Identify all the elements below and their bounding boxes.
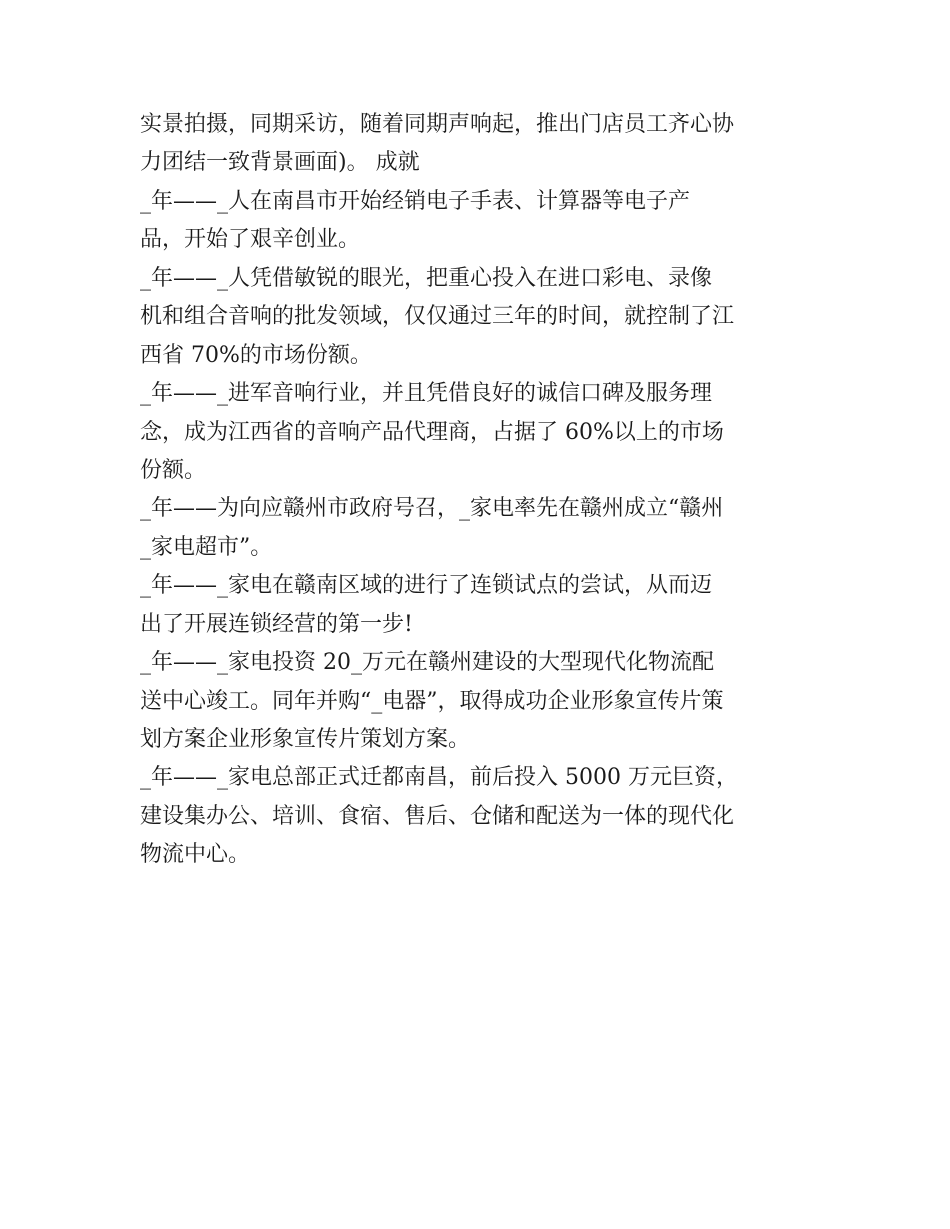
text-line: 力团结一致背景画面)。 成就 [140,150,420,176]
text-line: _年——为向应赣州市政府号召，_家电率先在赣州成立“赣州 [140,496,724,522]
text-line: _年——_人在南昌市开始经销电子手表、计算器等电子产 [140,188,691,214]
text-line: _年——_家电在赣南区域的进行了连锁试点的尝试，从而迈 [140,573,713,599]
text-line: 品，开始了艰辛创业。 [140,227,361,253]
text-line: 出了开展连锁经营的第一步! [140,611,413,637]
body-text [140,106,820,875]
text-line: 送中心竣工。同年并购“_电器”，取得成功企业形象宣传片策 [140,688,724,714]
text-line: _年——_进军音响行业，并且凭借良好的诚信口碑及服务理 [140,381,713,407]
text-line: 建设集办公、培训、食宿、售后、仓储和配送为一体的现代化 [140,803,735,829]
text-line: _年——_家电总部正式迁都南昌，前后投入 5000 万元巨资， [140,765,738,791]
text-line: 物流中心。 [140,842,251,868]
text-line: 实景拍摄，同期采访，随着同期声响起，推出门店员工齐心协 [140,112,735,137]
text-line: _年——_人凭借敏锐的眼光，把重心投入在进口彩电、录像 [140,265,713,291]
text-line: 划方案企业形象宣传片策划方案。 [140,727,471,752]
text-line: 念，成为江西省的音响产品代理商，占据了 60%以上的市场 [140,419,724,445]
text-line: 份额。 [140,457,207,483]
text-line: 西省 70%的市场份额。 [140,342,372,368]
text-line: _家电超市”。 [140,534,273,560]
text-line: 机和组合音响的批发领域，仅仅通过三年的时间，就控制了江 [140,304,735,330]
text-line: _年——_家电投资 20_万元在赣州建设的大型现代化物流配 [140,650,714,676]
